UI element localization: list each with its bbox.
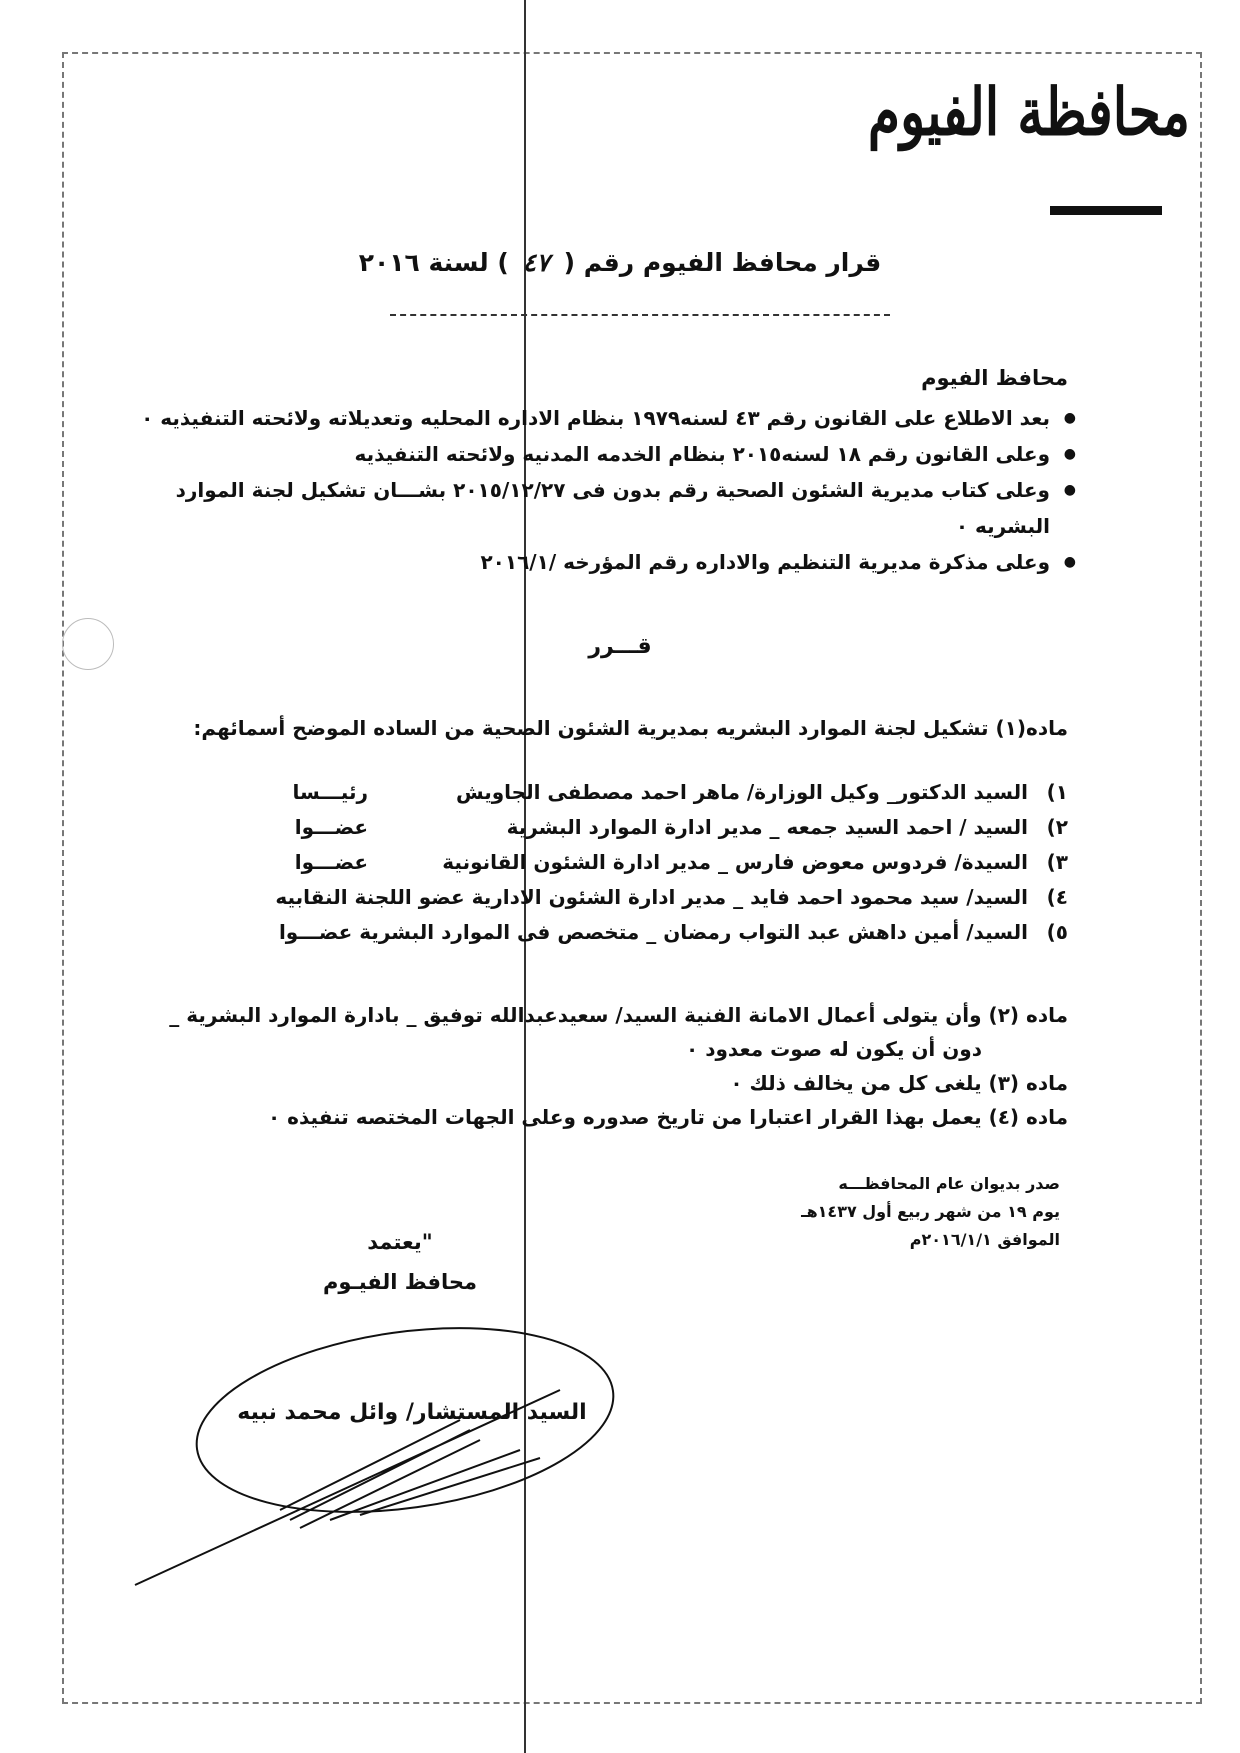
member-name: السيد الدكتور_ وكيل الوزارة/ ماهر احمد مصطفى الجاويش — [455, 780, 1028, 804]
article-4: ماده (٤) يعمل بهذا القرار اعتبارا من تاريخ صدوره وعلى الجهات المختصه تنفيذه ٠ — [267, 1105, 1068, 1129]
member-index: ٥) — [1046, 920, 1068, 944]
member-role: عضـــوا — [294, 850, 368, 874]
member-role: عضـــوا — [294, 815, 368, 839]
title-prefix: قرار محافظ الفيوم رقم ( — [563, 248, 882, 277]
member-index: ٤) — [1046, 885, 1068, 909]
member-name: السيد/ سيد محمود احمد فايد _ مدير ادارة الشئون الادارية عضو اللجنة النقابيه — [275, 885, 1028, 909]
governorate-logo: محافظة الفيوم — [867, 74, 1190, 151]
member-name: السيد / احمد السيد جمعه _ مدير ادارة الموارد البشرية — [506, 815, 1028, 839]
article-2-continuation: دون أن يكون له صوت معدود ٠ — [686, 1037, 982, 1061]
article-3: ماده (٣) يلغى كل من يخالف ذلك ٠ — [730, 1071, 1068, 1095]
signatory-name: السيد المستشار/ وائل محمد نبيه — [237, 1400, 587, 1425]
decided-heading: قـــرر — [588, 634, 652, 659]
decision-number: ٤٧ — [522, 248, 550, 277]
title-suffix: ) لسنة ٢٠١٦ — [358, 248, 509, 277]
recital-item: ● وعلى القانون رقم ١٨ لسنه٢٠١٥ بنظام الخدمه المدنيه ولائحته التنفيذيه — [120, 436, 1050, 472]
member-role: رئيـــسا — [292, 780, 368, 804]
article-1: ماده(١) تشكيل لجنة الموارد البشريه بمديرية الشئون الصحية من الساده الموضح أسمائهم: — [193, 716, 1068, 740]
approval-office: محافظ الفيـوم — [322, 1270, 478, 1294]
issued-gregorian-date: الموافق ٢٠١٦/١/١م — [909, 1230, 1060, 1249]
recital-item: ● وعلى كتاب مديرية الشئون الصحية رقم بدون فى ٢٠١٥/١٢/٢٧ بشـــان تشكيل لجنة الموارد البشريه ٠ — [120, 472, 1050, 544]
recital-item: ● بعد الاطلاع على القانون رقم ٤٣ لسنه١٩٧٩ بنظام الاداره المحليه وتعديلاته ولائحته التنفيذيه ٠ — [120, 400, 1050, 436]
issued-place: صدر بديوان عام المحافظـــه — [838, 1174, 1060, 1193]
recitals-heading: محافظ الفيوم — [921, 366, 1068, 390]
article-2: ماده (٢) وأن يتولى أعمال الامانة الفنية السيد/ سعيدعبدالله توفيق _ بادارة الموارد البشرية _ — [169, 1003, 1068, 1027]
member-index: ١) — [1046, 780, 1068, 804]
member-index: ٢) — [1046, 815, 1068, 839]
member-name: السيد/ أمين داهش عبد التواب رمضان _ متخصص فى الموارد البشرية عضـــوا — [278, 920, 1028, 944]
issued-hijri-date: يوم ١٩ من شهر ربيع أول ١٤٣٧هـ — [801, 1202, 1060, 1221]
member-index: ٣) — [1046, 850, 1068, 874]
recital-item: ● وعلى مذكرة مديرية التنظيم والاداره رقم المؤرخه /٢٠١٦/١ — [120, 544, 1050, 580]
approval-label: يعتمد" — [367, 1230, 433, 1254]
member-name: السيدة/ فردوس معوض فارس _ مدير ادارة الشئون القانونية — [442, 850, 1028, 874]
